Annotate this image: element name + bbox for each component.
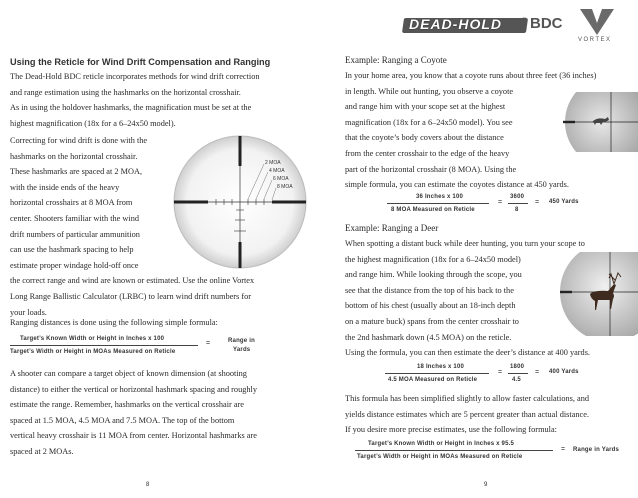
formula-fraction-bar xyxy=(10,345,198,346)
wind-line: the correct range and wind are known or estimated. Use the online Vortex xyxy=(10,276,255,286)
logo-registered: ® xyxy=(522,18,527,24)
dead-hold-logo xyxy=(403,14,533,36)
left-title: Using the Reticle for Wind Drift Compensation and Ranging xyxy=(10,57,271,67)
deer-fraction-bar-2 xyxy=(508,373,528,374)
deer-line: the highest magnification (18x for a 6–24x50 model) xyxy=(345,254,521,264)
deer-formula-denominator: 4.5 MOA Measured on Reticle xyxy=(388,377,478,383)
heavy-crosshair-top xyxy=(239,136,242,166)
deer-equals-2: = xyxy=(535,369,540,376)
deer-line: and range him. While looking through the scope, you xyxy=(345,270,522,280)
coyote-fraction-bar xyxy=(387,203,489,204)
intro-line: The Dead-Hold BDC reticle incorporates methods for wind drift correction xyxy=(10,72,260,81)
closing-paragraph xyxy=(10,366,330,460)
wind-line: can use the hashmark spacing to help xyxy=(10,245,134,255)
ranging-intro: Ranging distances is done using the following simple formula: xyxy=(10,318,218,327)
wind-line: drift numbers of particular ammunition xyxy=(10,229,140,239)
coyote-line: In your home area, you know that a coyote runs about three feet (36 inches) xyxy=(345,71,597,80)
deer-line: on a mature buck) spans from the center crosshair to xyxy=(345,316,519,326)
coyote-line: that the coyote’s body covers about the distance xyxy=(345,133,504,143)
wind-line: estimate proper windage hold-off once xyxy=(10,260,139,270)
wind-line: Correcting for wind drift is done with the xyxy=(10,136,148,145)
coyote-line: in length. While out hunting, you observe a coyote xyxy=(345,86,514,96)
precise-formula-denominator: Target’s Width or Height in MOAs Measured on Reticle xyxy=(357,454,523,460)
formula-equals: = xyxy=(206,340,211,347)
heavy-crosshair-left xyxy=(174,201,208,204)
wind-line: Long Range Ballistic Calculator (LRBC) to learn wind drift numbers for xyxy=(10,291,252,301)
simplified-line: yields distance estimates which are 5 percent greater than actual distance. xyxy=(345,409,589,419)
wind-line: hashmarks on the horizontal crosshair. xyxy=(10,151,138,161)
intro-line: As in using the holdover hashmarks, the magnification must be set at the xyxy=(10,103,252,113)
left-page-number: 8 xyxy=(146,482,150,488)
intro-paragraph xyxy=(10,69,330,131)
precise-result: Range in Yards xyxy=(573,447,620,453)
reticle-label-2moa: 2 MOA xyxy=(265,160,281,166)
deer-heading: Example: Ranging a Deer xyxy=(345,223,439,233)
vortex-logo xyxy=(572,5,622,45)
deer-line: Using the formula, you can then estimate the deer’s distance at 400 yards. xyxy=(345,348,590,358)
logo-text: DEAD-HOLD xyxy=(409,16,502,32)
precise-fraction-bar xyxy=(355,450,553,451)
wind-line: center. Shooters familiar with the wind xyxy=(10,213,140,223)
wind-line: horizontal crosshairs at 8 MOA from xyxy=(10,198,133,208)
deer-line: bottom of his chest (usually about an 18-inch depth xyxy=(345,301,516,311)
formula-denominator: Target’s Width or Height in MOAs Measured on Reticle xyxy=(10,349,176,355)
deer-result: 400 Yards xyxy=(549,369,579,375)
closing-line: spaced at 1.5 MOA, 4.5 MOA and 7.5 MOA. The top of the bottom xyxy=(10,415,235,425)
deer-line: see that the distance from the top of his back to the xyxy=(345,285,514,295)
simplified-line: This formula has been simplified slightly to allow faster calculations, and xyxy=(345,394,590,403)
coyote-line: part of the horizontal crosshair (8 MOA). Using the xyxy=(345,164,517,174)
bdc-label: BDC xyxy=(530,15,563,32)
heavy-crosshair-bottom xyxy=(239,242,242,268)
right-page-number: 9 xyxy=(484,482,488,488)
closing-line: spaced at 2 MOAs. xyxy=(10,446,74,456)
closing-line: vertical heavy crosshair is 11 MOA from center. Horizontal hashmarks are xyxy=(10,431,257,441)
deer-equals-1: = xyxy=(498,369,503,376)
reticle-label-4moa: 4 MOA xyxy=(269,168,285,174)
coyote-scope-image xyxy=(563,92,638,152)
coyote-line: and range him with your scope set at the highest xyxy=(345,102,506,112)
deer-line: the 2nd hashmark down (4.5 MOA) on the reticle. xyxy=(345,332,512,342)
coyote-fraction-bar-2 xyxy=(508,203,528,204)
wind-line: your loads. xyxy=(10,307,47,317)
closing-line: A shooter can compare a target object of known dimension (at shooting xyxy=(10,369,247,378)
closing-line: distance) to either the vertical or horizontal hashmark spacing and roughly xyxy=(10,384,257,394)
coyote-equals-2: = xyxy=(535,199,540,206)
coyote-heading: Example: Ranging a Coyote xyxy=(345,55,447,65)
vortex-icon xyxy=(572,5,622,37)
deer-num2: 1800 xyxy=(510,364,525,370)
vortex-wordmark: VORTEX xyxy=(578,37,612,43)
simplified-paragraph xyxy=(345,391,635,438)
intro-line: and range estimation using the hashmarks on the horizontal crosshair. xyxy=(10,87,241,97)
simplified-line: If you desire more precise estimates, use the following formula: xyxy=(345,425,557,435)
precise-equals: = xyxy=(561,446,566,453)
deer-fraction-bar xyxy=(385,373,489,374)
intro-line: highest magnification (18x for a 6–24x50 model). xyxy=(10,118,176,128)
wind-line: These hashmarks are spaced at 2 MOA, xyxy=(10,167,143,177)
coyote-den2: 8 xyxy=(515,207,519,213)
coyote-equals-1: = xyxy=(498,199,503,206)
wind-line: with the inside ends of the heavy xyxy=(10,182,120,192)
coyote-formula-numerator: 36 Inches x 100 xyxy=(416,194,464,200)
precise-formula-numerator: Target’s Known Width or Height in Inches x 95.5 xyxy=(368,441,515,447)
coyote-line: magnification (18x for a 6–24x50 model). You see xyxy=(345,117,513,127)
deer-scope-image xyxy=(560,252,638,336)
deer-den2: 4.5 xyxy=(512,377,521,383)
heavy-crosshair-right xyxy=(272,201,306,204)
coyote-formula-denominator: 8 MOA Measured on Reticle xyxy=(391,207,475,213)
coyote-num2: 3600 xyxy=(510,194,525,200)
formula-numerator: Target’s Known Width or Height in Inches x 100 xyxy=(20,336,165,342)
reticle-illustration xyxy=(172,134,308,270)
closing-line: estimate the range. Remember, hashmarks on the vertical crosshair are xyxy=(10,400,244,410)
coyote-line: simple formula, you can estimate the coyotes distance at 450 yards. xyxy=(345,180,569,190)
coyote-line: from the center crosshair to the edge of the heavy xyxy=(345,148,510,158)
coyote-result: 450 Yards xyxy=(549,199,579,205)
deer-formula-numerator: 18 Inches x 100 xyxy=(417,364,465,370)
deer-line: When spotting a distant buck while deer hunting, you turn your scope to xyxy=(345,239,585,248)
formula-result-line2: Yards xyxy=(233,347,251,353)
formula-result-line1: Range in xyxy=(228,338,255,344)
reticle-label-8moa: 8 MOA xyxy=(277,184,293,190)
reticle-label-6moa: 6 MOA xyxy=(273,176,289,182)
